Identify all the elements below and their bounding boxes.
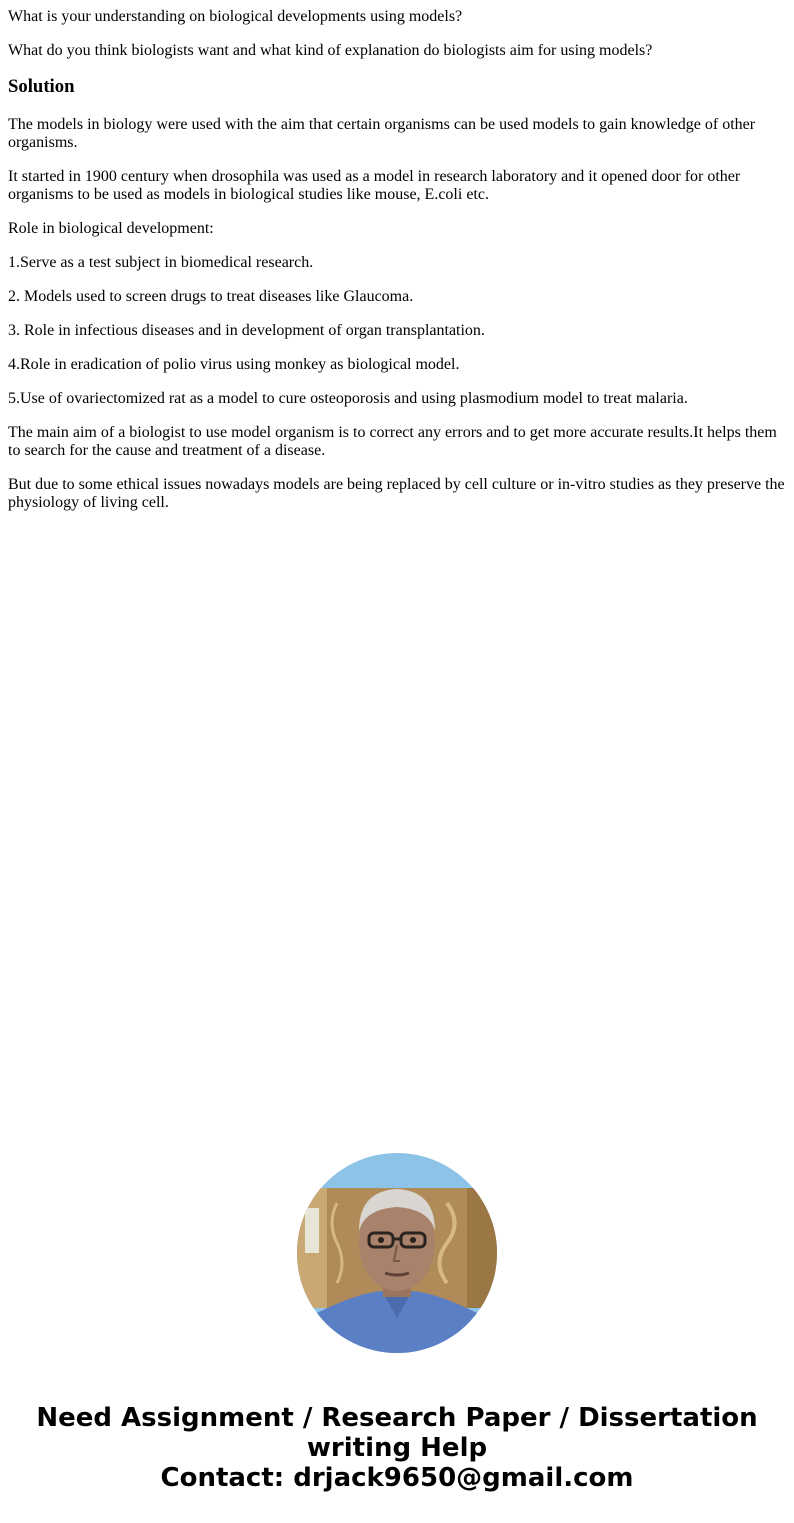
footer-line-2: writing Help (306, 1433, 488, 1463)
paragraph-role-title: Role in biological development: (8, 220, 214, 237)
footer-line-1: Need Assignment / Research Paper / Dissertation (36, 1403, 758, 1433)
footer-contact-banner (0, 1403, 794, 1493)
paragraph-intro: The models in biology were used with the aim that certain organisms can be used models to gain knowledge of other organisms. (8, 116, 756, 151)
footer-contact-email: Contact: drjack9650@gmail.com (160, 1463, 634, 1493)
list-item: 3. Role in infectious diseases and in development of organ transplantation. (8, 322, 485, 339)
question-2: What do you think biologists want and what kind of explanation do biologists aim for using models? (8, 42, 653, 59)
list-item: 1.Serve as a test subject in biomedical research. (8, 254, 314, 271)
avatar (297, 1153, 497, 1353)
solution-heading: Solution (8, 76, 75, 97)
question-1: What is your understanding on biological developments using models? (8, 8, 463, 25)
paragraph-history: It started in 1900 century when drosophila was used as a model in research laboratory and it opened door for other organisms to be used as models in biological studies like mouse, E.coli etc. (8, 168, 741, 203)
paragraph-ethics: But due to some ethical issues nowadays models are being replaced by cell culture or in-vitro studies as they preserve the physiology of living cell. (8, 476, 785, 511)
paragraph-aim: The main aim of a biologist to use model organism is to correct any errors and to get more accurate results.It helps them to search for the cause and treatment of a disease. (8, 424, 777, 459)
list-item: 4.Role in eradication of polio virus using monkey as biological model. (8, 356, 460, 373)
article-body (8, 8, 786, 528)
list-item: 5.Use of ovariectomized rat as a model to cure osteoporosis and using plasmodium model to treat malaria. (8, 390, 688, 407)
person-portrait-icon (297, 1153, 497, 1353)
list-item: 2. Models used to screen drugs to treat diseases like Glaucoma. (8, 288, 414, 305)
